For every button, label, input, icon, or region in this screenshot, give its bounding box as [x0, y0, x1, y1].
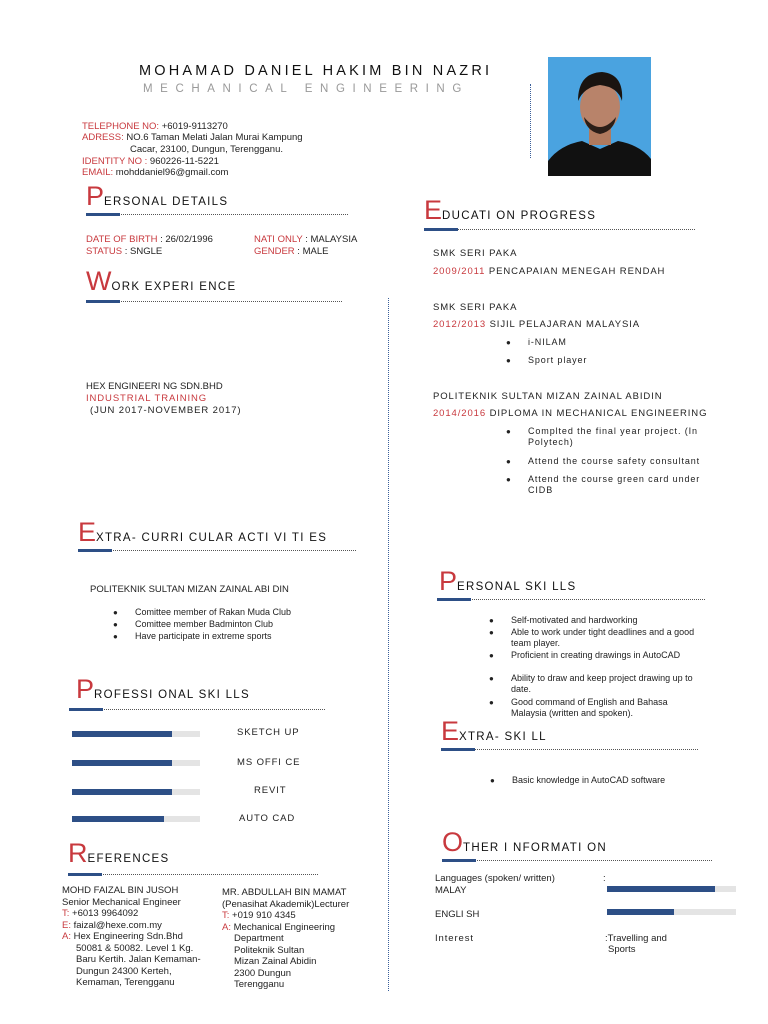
interest-value-2: Sports: [608, 944, 636, 955]
education-school-3: POLITEKNIK SULTAN MIZAN ZAINAL ABIDIN: [433, 391, 663, 402]
header-divider: [530, 84, 531, 158]
reference-2-address-line: Mizan Zainal Abidin: [234, 956, 317, 967]
education-line-1: 2009/2011 PENCAPAIAN MENEGAH RENDAH: [433, 266, 666, 277]
extra-curricular-item: ● Comittee member of Rakan Muda Club: [113, 607, 292, 617]
extra-curricular-rule: [78, 550, 356, 551]
education-school-2: SMK SERI PAKA: [433, 302, 518, 313]
reference-1-address-line: Kemaman, Terengganu: [76, 977, 175, 988]
language-bar-malay: [607, 886, 736, 892]
personal-details-rule: [86, 214, 348, 215]
extra-skill-rule: [441, 749, 698, 750]
reference-2-address-line: Politeknik Sultan: [234, 944, 305, 956]
reference-1-name: MOHD FAIZAL BIN JUSOH: [62, 885, 179, 896]
reference-2-address-line: Department: [234, 933, 284, 944]
skill-name-msoffice: MS OFFI CE: [237, 757, 301, 768]
personal-skill-item: ● Ability to draw and keep project drawing up to date.: [489, 673, 693, 694]
contact-email: EMAIL: mohddaniel96@gmail.com: [82, 167, 229, 178]
reference-2: [222, 887, 349, 991]
personal-details-heading: PERSONAL DETAILS: [86, 181, 229, 211]
language-name-malay: MALAY: [435, 885, 467, 896]
interest-label: Interest: [435, 933, 474, 944]
languages-label: Languages (spoken/ written): [435, 873, 555, 884]
reference-2-address-line: 2300 Dungun: [234, 967, 292, 979]
extra-curricular-heading: EXTRA- CURRI CULAR ACTI VI TI ES: [78, 517, 328, 547]
resume-role: MECHANICAL ENGINEERING: [143, 83, 469, 95]
contact-telephone: TELEPHONE NO: +6019-9113270: [82, 121, 228, 132]
education-line-2: 2012/2013 SIJIL PELAJARAN MALAYSIA: [433, 319, 640, 330]
contact-identity: IDENTITY NO : 960226-11-5221: [82, 156, 219, 167]
education-line-3: 2014/2016 DIPLOMA IN MECHANICAL ENGINEERING: [433, 408, 708, 419]
reference-1-title: Senior Mechanical Engineer: [62, 896, 181, 908]
nationality: NATI ONLY : MALAYSIA: [254, 234, 358, 245]
personal-skill-item: ● Good command of English and Bahasa Malaysia (written and spoken).: [489, 697, 668, 718]
education-note: ● i-NILAM: [506, 337, 567, 347]
personal-skill-item: ● Proficient in creating drawings in AutoCAD: [489, 650, 681, 660]
extra-skill-item: ● Basic knowledge in AutoCAD software: [490, 775, 666, 785]
reference-2-address: A: Mechanical Engineering: [222, 921, 336, 933]
education-heading: EDUCATI ON PROGRESS: [424, 195, 597, 225]
reference-2-phone: T: +019 910 4345: [222, 910, 296, 921]
skill-bar-msoffice: [72, 760, 200, 766]
language-bar-english: [607, 909, 736, 915]
skill-name-revit: REVIT: [254, 785, 287, 796]
status: STATUS : SNGLE: [86, 246, 163, 257]
reference-1-address-line: Baru Kertih. Jalan Kemaman-: [76, 954, 201, 965]
education-school-1: SMK SERI PAKA: [433, 248, 518, 259]
reference-1-phone: T: +6013 9964092: [62, 908, 139, 919]
extra-curricular-item: ● Comittee member Badminton Club: [113, 619, 274, 629]
education-note: ● Complted the final year project. (In Polytech): [506, 426, 698, 447]
reference-1-address-line: 50081 & 50082. Level 1 Kg.: [76, 942, 194, 954]
other-info-rule: [442, 860, 712, 861]
personal-skill-item: ● Able to work under tight deadlines and a good team player.: [489, 627, 695, 648]
reference-2-address-line: Terengganu: [234, 979, 285, 990]
extra-skill-heading: EXTRA- SKI LL: [441, 716, 547, 746]
professional-skills-heading: PROFESSI ONAL SKI LLS: [76, 674, 250, 704]
work-rule: [86, 301, 342, 302]
profile-photo: [548, 57, 651, 176]
reference-2-name: MR. ABDULLAH BIN MAMAT: [222, 887, 347, 898]
reference-2-title: (Penasihat Akademik)Lecturer: [222, 898, 350, 910]
extra-curricular-org: POLITEKNIK SULTAN MIZAN ZAINAL ABI DIN: [90, 584, 289, 595]
education-note: ● Attend the course safety consultant: [506, 456, 701, 466]
contact-address: ADRESS: NO.6 Taman Melati Jalan Murai Kampung: [82, 132, 303, 143]
personal-skills-rule: [437, 599, 705, 600]
skill-bar-autocad: [72, 816, 200, 822]
gender: GENDER : MALE: [254, 246, 329, 257]
contact-address-line2: Cacar, 23100, Dungun, Terengganu.: [130, 144, 283, 155]
language-name-english: ENGLI SH: [435, 909, 480, 920]
skill-bar-sketchup: [72, 731, 200, 737]
references-rule: [68, 874, 318, 875]
education-rule: [424, 229, 695, 230]
extra-curricular-item: ● Have participate in extreme sports: [113, 631, 272, 641]
skill-name-autocad: AUTO CAD: [239, 813, 296, 824]
interest-value: :Travelling and: [605, 933, 667, 944]
skill-name-sketchup: SKETCH UP: [237, 727, 300, 738]
other-info-heading: OTHER I NFORMATI ON: [442, 827, 607, 857]
reference-1-address: A: Hex Engineering Sdn.Bhd: [62, 931, 183, 942]
personal-skill-item: ● Self-motivated and hardworking: [489, 615, 638, 625]
references-heading: REFERENCES: [68, 838, 170, 868]
professional-skills-rule: [69, 709, 325, 710]
dob: DATE OF BIRTH : 26/02/1996: [86, 234, 213, 245]
work-company: HEX ENGINEERI NG SDN.BHD: [86, 381, 223, 392]
work-period: (JUN 2017-NOVEMBER 2017): [90, 405, 242, 416]
center-divider: [388, 298, 389, 991]
languages-colon: :: [603, 873, 606, 884]
work-heading: WORK EXPERI ENCE: [86, 266, 237, 296]
resume-name: MOHAMAD DANIEL HAKIM BIN NAZRI: [139, 63, 493, 79]
reference-1-email: E: faizal@hexe.com.my: [62, 919, 162, 931]
education-note: ● Attend the course green card under CIDB: [506, 474, 701, 495]
personal-skills-heading: PERSONAL SKI LLS: [439, 566, 577, 596]
reference-1: [62, 885, 201, 989]
skill-bar-revit: [72, 789, 200, 795]
reference-1-address-line: Dungun 24300 Kerteh,: [76, 965, 172, 977]
education-note: ● Sport player: [506, 355, 588, 365]
work-position: INDUSTRIAL TRAINING: [86, 393, 208, 404]
